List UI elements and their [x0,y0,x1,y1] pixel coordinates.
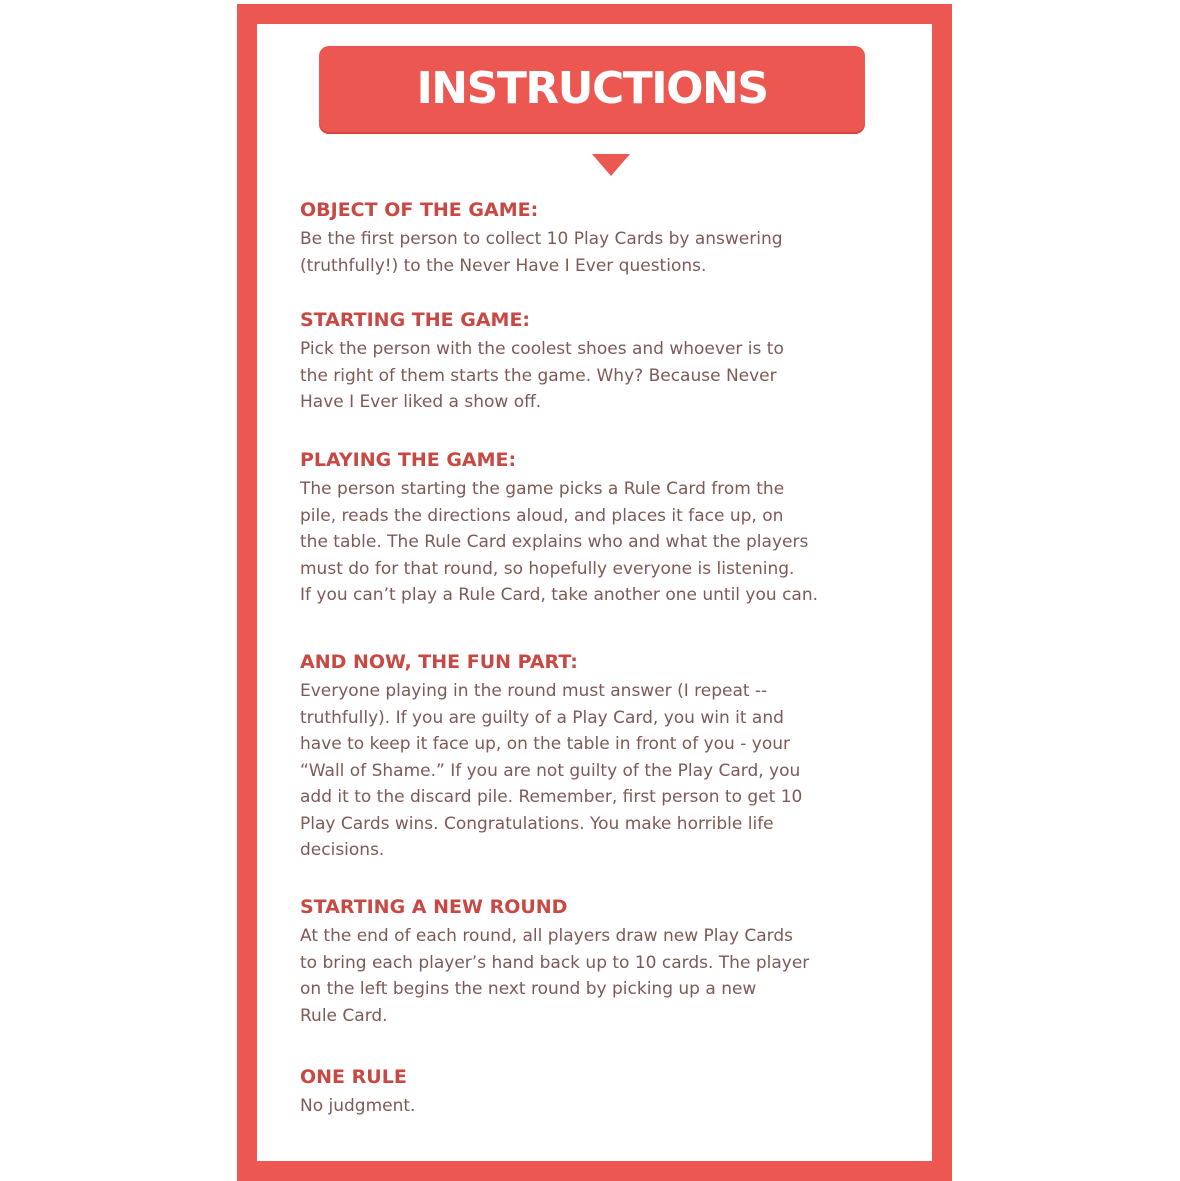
section-heading: STARTING THE GAME: [300,309,531,331]
body-line: to bring each player’s hand back up to 10 cards. The player [300,952,810,973]
section-one-rule [300,1063,415,1120]
body-line: “Wall of Shame.” If you are not guilty of the Play Card, you [300,760,801,781]
section-body [300,336,784,416]
body-line: Rule Card. [300,1005,388,1026]
body-line: No judgment. [300,1096,416,1116]
instruction-card [237,4,952,1181]
body-line: The person starting the game picks a Rule Card from the [300,479,785,499]
body-line: add it to the discard pile. Remember, first person to get 10 [300,787,803,807]
section-body [300,678,802,864]
body-line: If you can’t play a Rule Card, take another one until you can. [300,585,819,605]
section-starting-the-game [300,306,784,416]
body-line: on the left begins the next round by picking up a new [300,979,757,999]
body-line: Play Cards wins. Congratulations. You make horrible life [300,813,774,834]
body-line: At the end of each round, all players draw new Play Cards [300,926,793,946]
body-line: Everyone playing in the round must answer (I repeat -- [300,681,768,701]
body-line: the right of them starts the game. Why? Because Never [300,365,777,386]
page-title: INSTRUCTIONS [416,63,768,114]
section-heading: AND NOW, THE FUN PART: [300,651,578,673]
body-line: Have I Ever liked a show off. [300,392,542,412]
body-line: decisions. [300,840,385,860]
section-and-now-the-fun-part [300,648,802,864]
body-line: must do for that round, so hopefully everyone is listening. [300,558,795,579]
section-body [300,476,818,609]
title-banner [319,46,865,132]
section-body [300,226,783,279]
body-line: (truthfully!) to the Never Have I Ever questions. [300,255,707,276]
section-body [300,1093,415,1120]
section-object-of-the-game [300,196,783,279]
section-body [300,923,809,1029]
body-line: Be the first person to collect 10 Play Cards by answering [300,229,783,249]
section-playing-the-game [300,446,818,609]
section-heading: OBJECT OF THE GAME: [300,199,539,221]
body-line: Pick the person with the coolest shoes and whoever is to [300,339,784,359]
section-heading: ONE RULE [300,1066,407,1088]
body-line: have to keep it face up, on the table in front of you - your [300,734,790,754]
body-line: truthfully). If you are guilty of a Play Card, you win it and [300,707,784,728]
banner-pointer [592,154,630,176]
section-heading: PLAYING THE GAME: [300,449,517,471]
body-line: pile, reads the directions aloud, and places it face up, on [300,505,784,526]
body-line: the table. The Rule Card explains who and what the players [300,532,809,552]
section-starting-a-new-round [300,893,809,1029]
section-heading: STARTING A NEW ROUND [300,896,568,918]
